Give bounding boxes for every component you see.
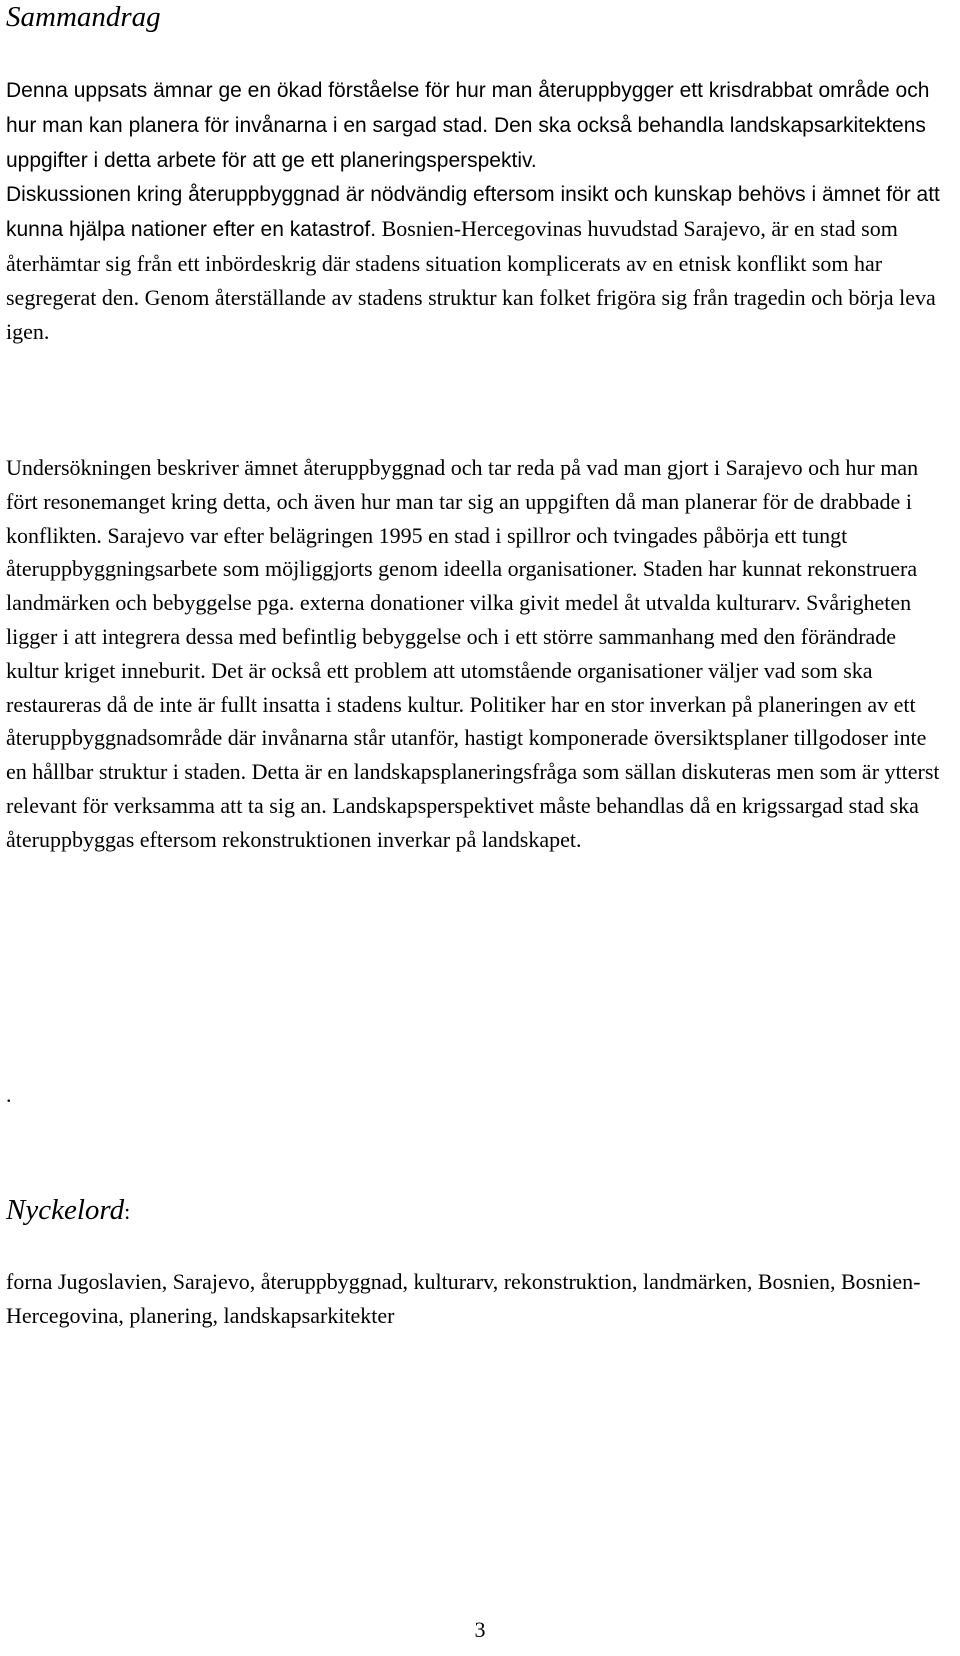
stray-period: . xyxy=(6,1082,12,1107)
keywords-heading xyxy=(6,1193,130,1229)
keywords-heading-label: Nyckelord xyxy=(6,1194,125,1226)
keywords-heading-colon: : xyxy=(124,1199,131,1224)
summary-rest-text: Bosnien-Hercegovinas huvudstad Sarajevo, är en stad som återhämtar sig från ett inbördeskrig där stadens situation komplicerats av en etnisk konflikt som har segregerat den. Genom återställande av stadens struktur kan folket frigöra sig från tragedin och börja leva igen. xyxy=(6,216,936,344)
summary-paragraph-2: Undersökningen beskriver ämnet återuppbyggnad och tar reda på vad man gjort i Sarajevo och hur man fört resonemanget kring detta, och även hur man tar sig an uppgiften då man planerar för de drabbade i konflikten. Sarajevo var efter belägringen 1995 en stad i spillror och tvingades påbörja ett tungt återuppbyggningsarbete som möjliggjorts genom ideella organisationer. Staden har kunnat rekonstruera landmärken och bebyggelse pga. externa donationer vilka givit medel åt utvalda kulturarv. Svårigheten ligger i att integrera dessa med befintlig bebyggelse och i ett större sammanhang med den förändrade kultur kriget inneburit. Det är också ett problem att utomstående organisationer väljer vad som ska restaureras då de inte är fullt insatta i stadens kultur. Politiker har en stor inverkan på planeringen av ett återuppbyggnadsområde där invånarna står utanför, hastigt komponerade översiktsplaner tillgodoser inte en hållbar struktur i staden. Detta är en landskapsplaneringsfråga som sällan diskuteras men som är ytterst relevant för verksamma att ta sig an. Landskapsperspektivet måste behandlas då en krigssargad stad ska återuppbyggas eftersom rekonstruktionen inverkar på landskapet. xyxy=(6,455,940,852)
keywords-list: forna Jugoslavien, Sarajevo, återuppbyggnad, kulturarv, rekonstruktion, landmärken, Bosnien, Bosnien-Hercegovina, planering, landskapsarkitekter xyxy=(6,1269,921,1328)
summary-intro-text: Denna uppsats ämnar ge en ökad förståelse för hur man återuppbygger ett krisdrabbat område och hur man kan planera för invånarna i en sargad stad. Den ska också behandla landskapsarkitektens uppgifter i detta arbete för att ge ett planeringsperspektiv. xyxy=(6,79,930,172)
summary-paragraph-1 xyxy=(6,73,946,348)
summary-discussion-text: Diskussionen kring återuppbyggnad är nödvändig eftersom insikt och kunskap behövs i ämnet för att kunna hjälpa nationer efter en katastrof. xyxy=(6,183,940,242)
summary-heading: Sammandrag xyxy=(6,1,161,33)
page-number: 3 xyxy=(474,1617,486,1642)
